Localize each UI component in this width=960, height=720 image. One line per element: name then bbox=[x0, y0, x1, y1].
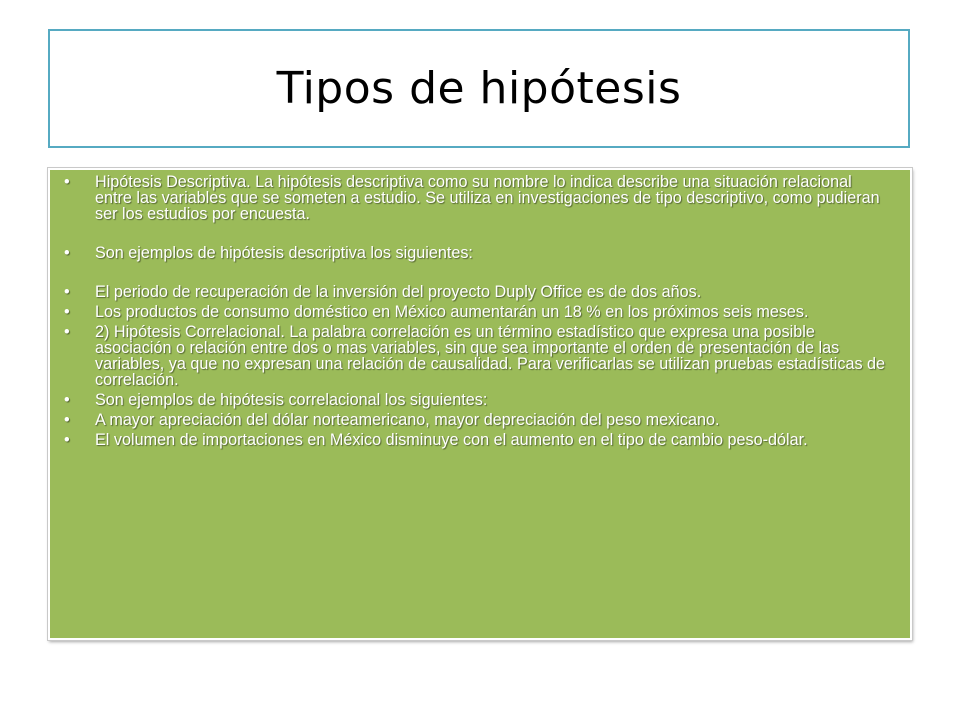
bullet-item bbox=[64, 324, 890, 388]
bullet-text: Hipótesis Descriptiva. La hipótesis descriptiva como su nombre lo indica describe una situación relacional entre las variables que se someten a estudio. Se utiliza en investigaciones de tipo descriptivo, como pudieran ser los estudios por encuesta. bbox=[95, 173, 880, 223]
bullet-list bbox=[64, 174, 890, 448]
bullet-icon: • bbox=[64, 303, 70, 321]
title-placeholder bbox=[48, 29, 910, 148]
bullet-text: Son ejemplos de hipótesis correlacional los siguientes: bbox=[95, 391, 488, 409]
bullet-text: El periodo de recuperación de la inversión del proyecto Duply Office es de dos años. bbox=[95, 283, 702, 301]
bullet-icon: • bbox=[64, 323, 70, 341]
bullet-item bbox=[64, 304, 890, 320]
bullet-item bbox=[64, 392, 890, 408]
bullet-item bbox=[64, 412, 890, 428]
bullet-icon: • bbox=[64, 391, 70, 409]
bullet-text: 2) Hipótesis Correlacional. La palabra correlación es un término estadístico que expresa una posible asociación o relación entre dos o mas variables, sin que sea importante el orden de presentación de las variables, ya que no expresan una relación de causalidad. Para verificarlas se utilizan pruebas estadísticas de correlación. bbox=[95, 323, 886, 389]
bullet-text: Son ejemplos de hipótesis descriptiva los siguientes: bbox=[95, 244, 473, 262]
bullet-item bbox=[64, 432, 890, 448]
bullet-icon: • bbox=[64, 431, 70, 449]
bullet-icon: • bbox=[64, 411, 70, 429]
bullet-icon: • bbox=[64, 244, 70, 262]
bullet-text: Los productos de consumo doméstico en México aumentarán un 18 % en los próximos seis meses. bbox=[95, 303, 809, 321]
bullet-text: A mayor apreciación del dólar norteamericano, mayor depreciación del peso mexicano. bbox=[95, 411, 720, 429]
bullet-item bbox=[64, 284, 890, 300]
bullet-text: El volumen de importaciones en México disminuye con el aumento en el tipo de cambio peso-dólar. bbox=[95, 431, 808, 449]
content-placeholder bbox=[48, 168, 912, 640]
bullet-item bbox=[64, 174, 890, 222]
bullet-icon: • bbox=[64, 173, 70, 191]
bullet-item bbox=[64, 245, 890, 261]
bullet-icon: • bbox=[64, 283, 70, 301]
slide-title: Tipos de hipótesis bbox=[276, 63, 682, 114]
